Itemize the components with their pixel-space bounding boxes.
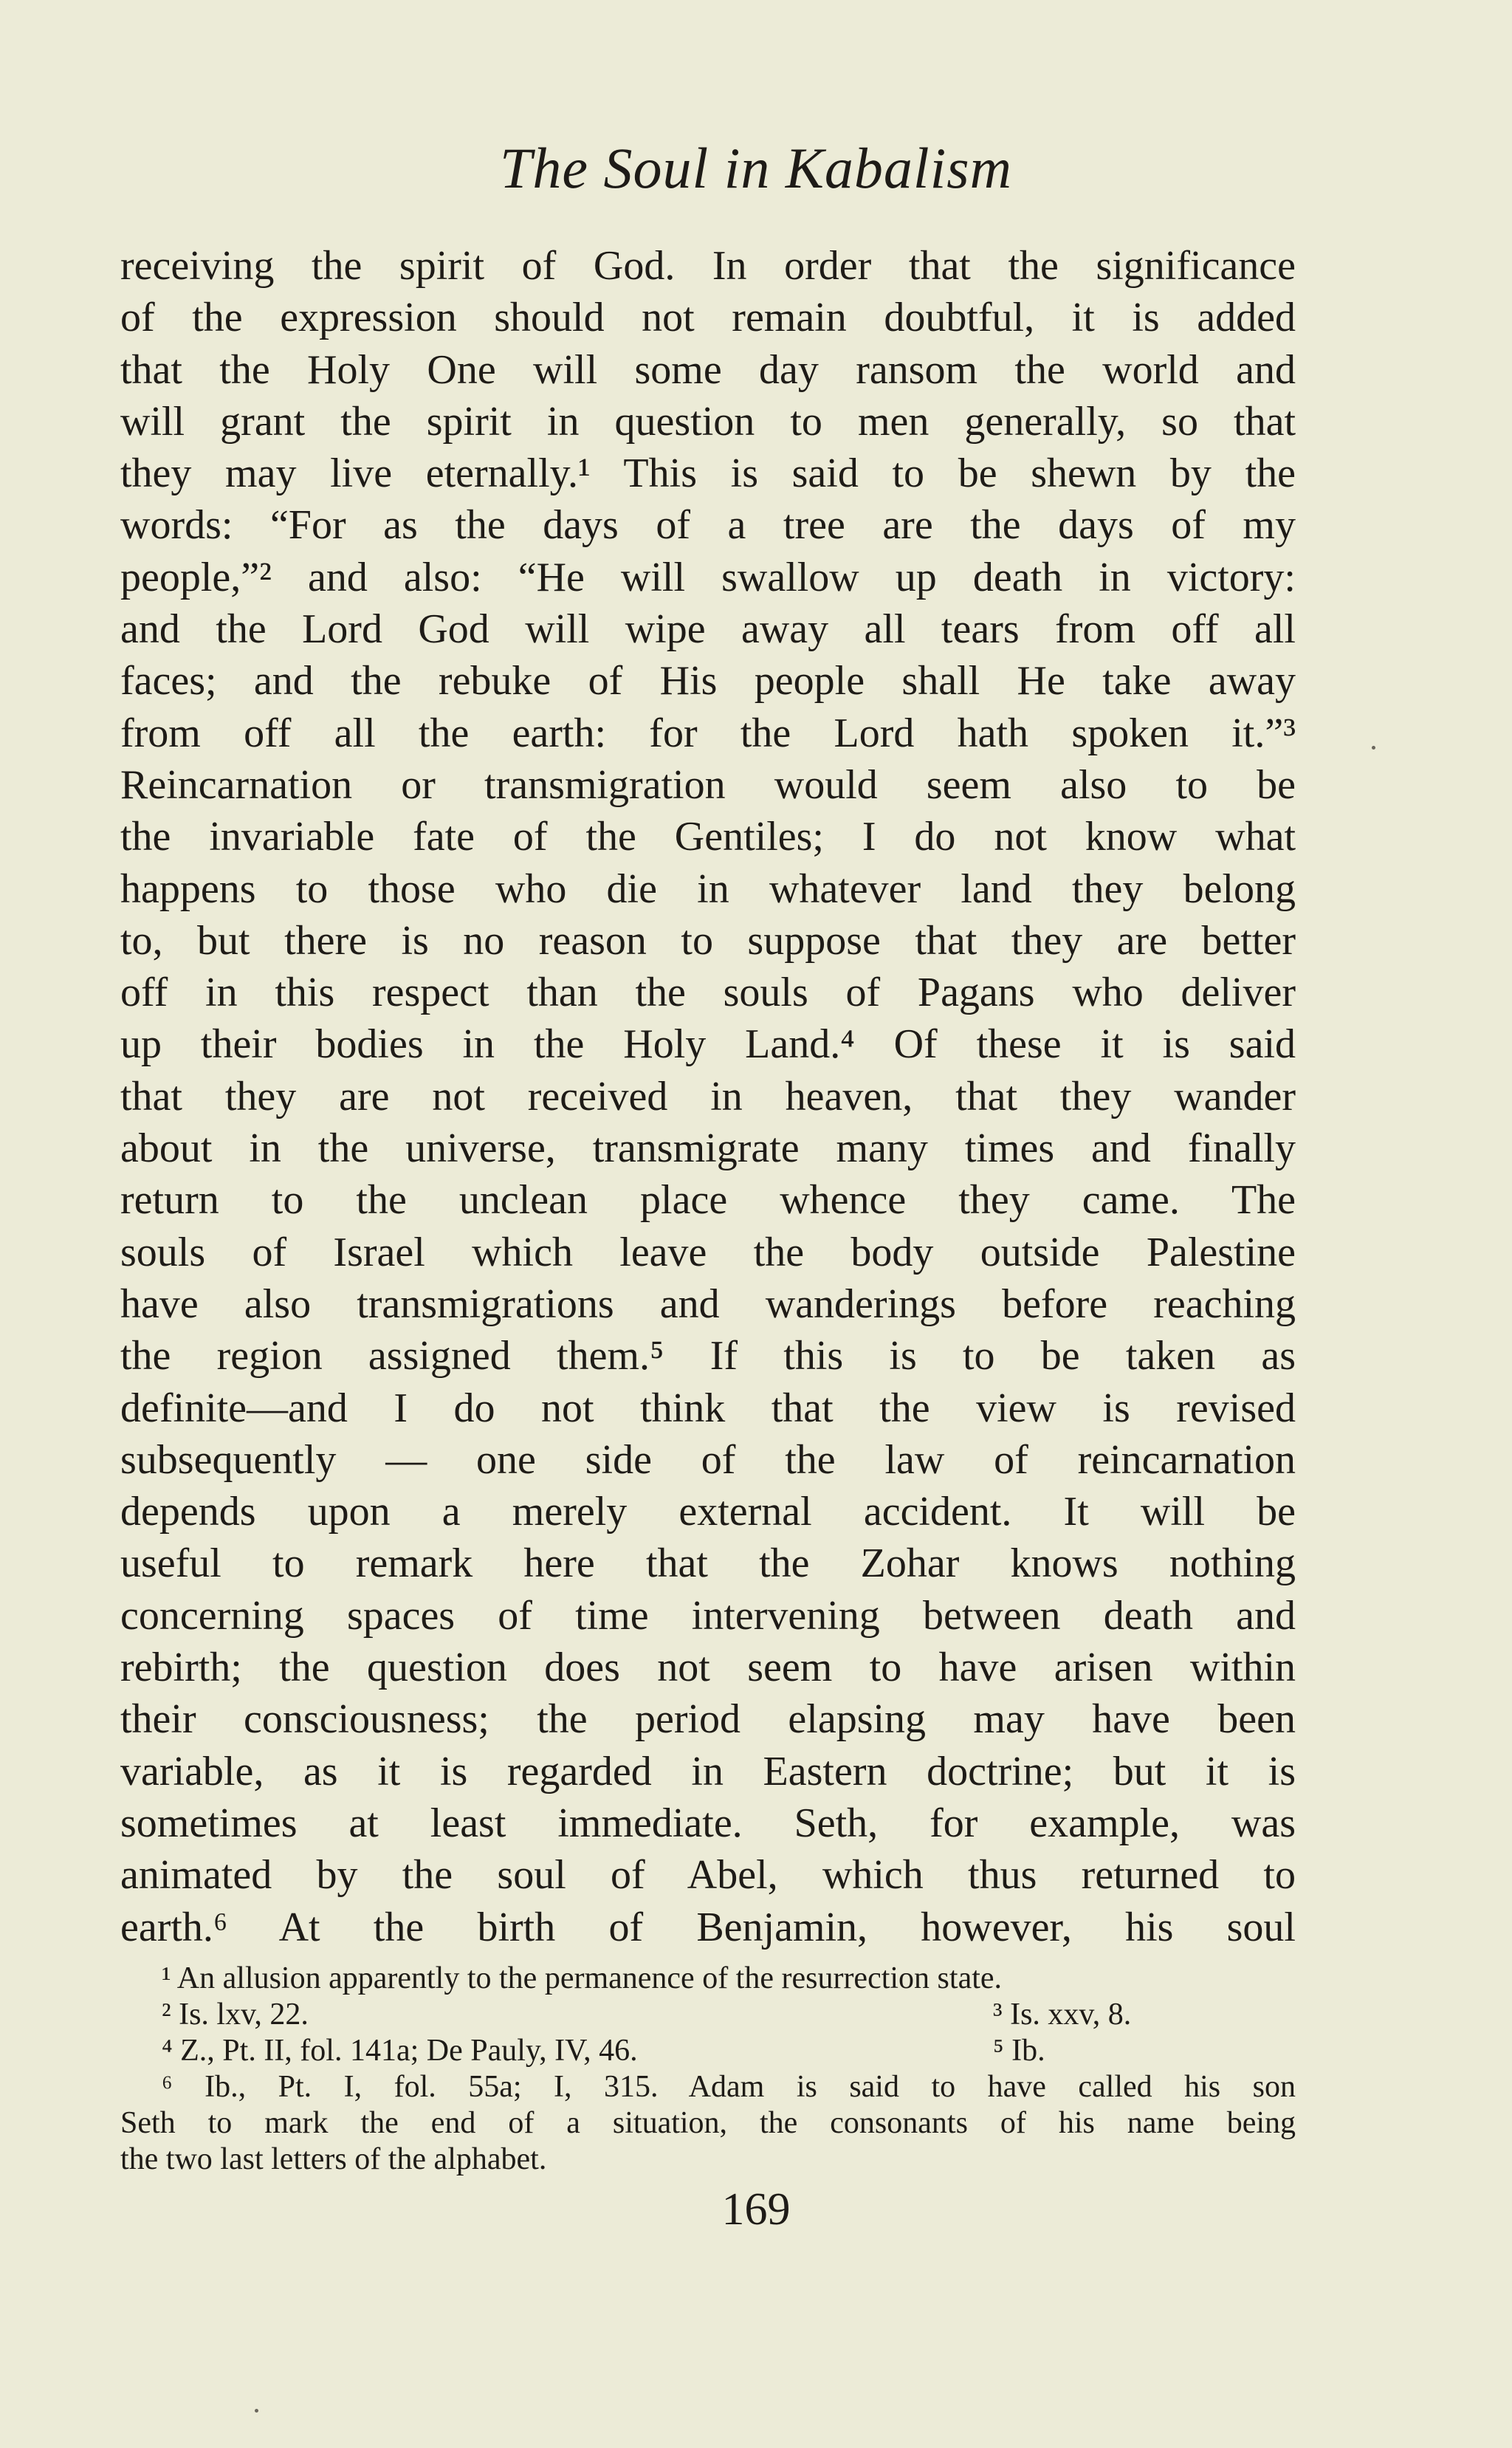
footnote-1: ¹ An allusion apparently to the permanence of the resurrection state. — [162, 1961, 1003, 1995]
body-line: the invariable fate of the Gentiles; I do not know what — [120, 814, 1296, 860]
body-line: rebirth; the question does not seem to have arisen within — [120, 1645, 1296, 1691]
body-line: happens to those who die in whatever land they belong — [120, 865, 1296, 912]
body-line: souls of Israel which leave the body outside Palestine — [120, 1229, 1296, 1275]
body-line: variable, as it is regarded in Eastern doctrine; but it is — [120, 1748, 1296, 1794]
body-line: useful to remark here that the Zohar knows nothing — [120, 1540, 1296, 1587]
body-line: about in the universe, transmigrate many times and finally — [120, 1125, 1296, 1172]
paper-speck — [255, 2409, 258, 2413]
body-line: from off all the earth: for the Lord hath spoken it.”³ — [120, 710, 1296, 756]
footnote-6-line-3: the two last letters of the alphabet. — [120, 2142, 547, 2176]
page-number: 169 — [721, 2184, 791, 2235]
body-line: faces; and the rebuke of His people shall He take away — [120, 658, 1296, 704]
body-line: Reincarnation or transmigration would seem also to be — [120, 761, 1296, 808]
body-line: up their bodies in the Holy Land.⁴ Of these it is said — [120, 1021, 1296, 1068]
body-line: depends upon a merely external accident. It will be — [120, 1489, 1296, 1535]
body-line: people,”² and also: “He will swallow up death in victory: — [120, 554, 1296, 600]
body-line: earth.⁶ At the birth of Benjamin, however, his soul — [120, 1904, 1296, 1950]
body-line: return to the unclean place whence they came. The — [120, 1177, 1296, 1224]
body-line: and the Lord God will wipe away all tears from off all — [120, 606, 1296, 653]
paper-speck — [1372, 746, 1375, 750]
footnote-3: ³ Is. xxv, 8. — [993, 1998, 1132, 2032]
footnote-4: ⁴ Z., Pt. II, fol. 141a; De Pauly, IV, 46. — [162, 2034, 638, 2068]
body-line: receiving the spirit of God. In order that the significance — [120, 243, 1296, 289]
body-line: off in this respect than the souls of Pagans who deliver — [120, 970, 1296, 1016]
body-line: of the expression should not remain doubtful, it is added — [120, 295, 1296, 341]
footnote-6-line-2: Seth to mark the end of a situation, the consonants of his name being — [120, 2106, 1296, 2140]
body-line: animated by the soul of Abel, which thus returned to — [120, 1852, 1296, 1899]
footnote-row-4-5 — [120, 2033, 1296, 2069]
body-line: subsequently — one side of the law of reincarnation — [120, 1436, 1296, 1483]
footnote-2: ² Is. lxv, 22. — [162, 1998, 309, 2032]
body-line: their consciousness; the period elapsing may have been — [120, 1696, 1296, 1743]
footnotes — [120, 1961, 1296, 2178]
footnote-row-2-3 — [120, 1997, 1296, 2033]
footnote-6-line-1: ⁶ Ib., Pt. I, fol. 55a; I, 315. Adam is said to have called his son — [162, 2070, 1296, 2104]
body-text — [120, 240, 1296, 1953]
body-line: they may live eternally.¹ This is said to be shewn by the — [120, 450, 1296, 497]
body-line: definite—and I do not think that the view is revised — [120, 1385, 1296, 1431]
body-line: that the Holy One will some day ransom the world and — [120, 346, 1296, 393]
body-line: words: “For as the days of a tree are the days of my — [120, 502, 1296, 549]
body-line: to, but there is no reason to suppose that they are better — [120, 917, 1296, 964]
footnote-5: ⁵ Ib. — [993, 2034, 1045, 2068]
body-line: the region assigned them.⁵ If this is to be taken as — [120, 1333, 1296, 1379]
body-line: sometimes at least immediate. Seth, for example, was — [120, 1800, 1296, 1846]
running-head: The Soul in Kabalism — [500, 136, 1012, 200]
body-line: will grant the spirit in question to men generally, so that — [120, 398, 1296, 445]
body-line: that they are not received in heaven, that they wander — [120, 1073, 1296, 1120]
body-line: concerning spaces of time intervening between death and — [120, 1592, 1296, 1639]
body-line: have also transmigrations and wanderings before reaching — [120, 1280, 1296, 1327]
